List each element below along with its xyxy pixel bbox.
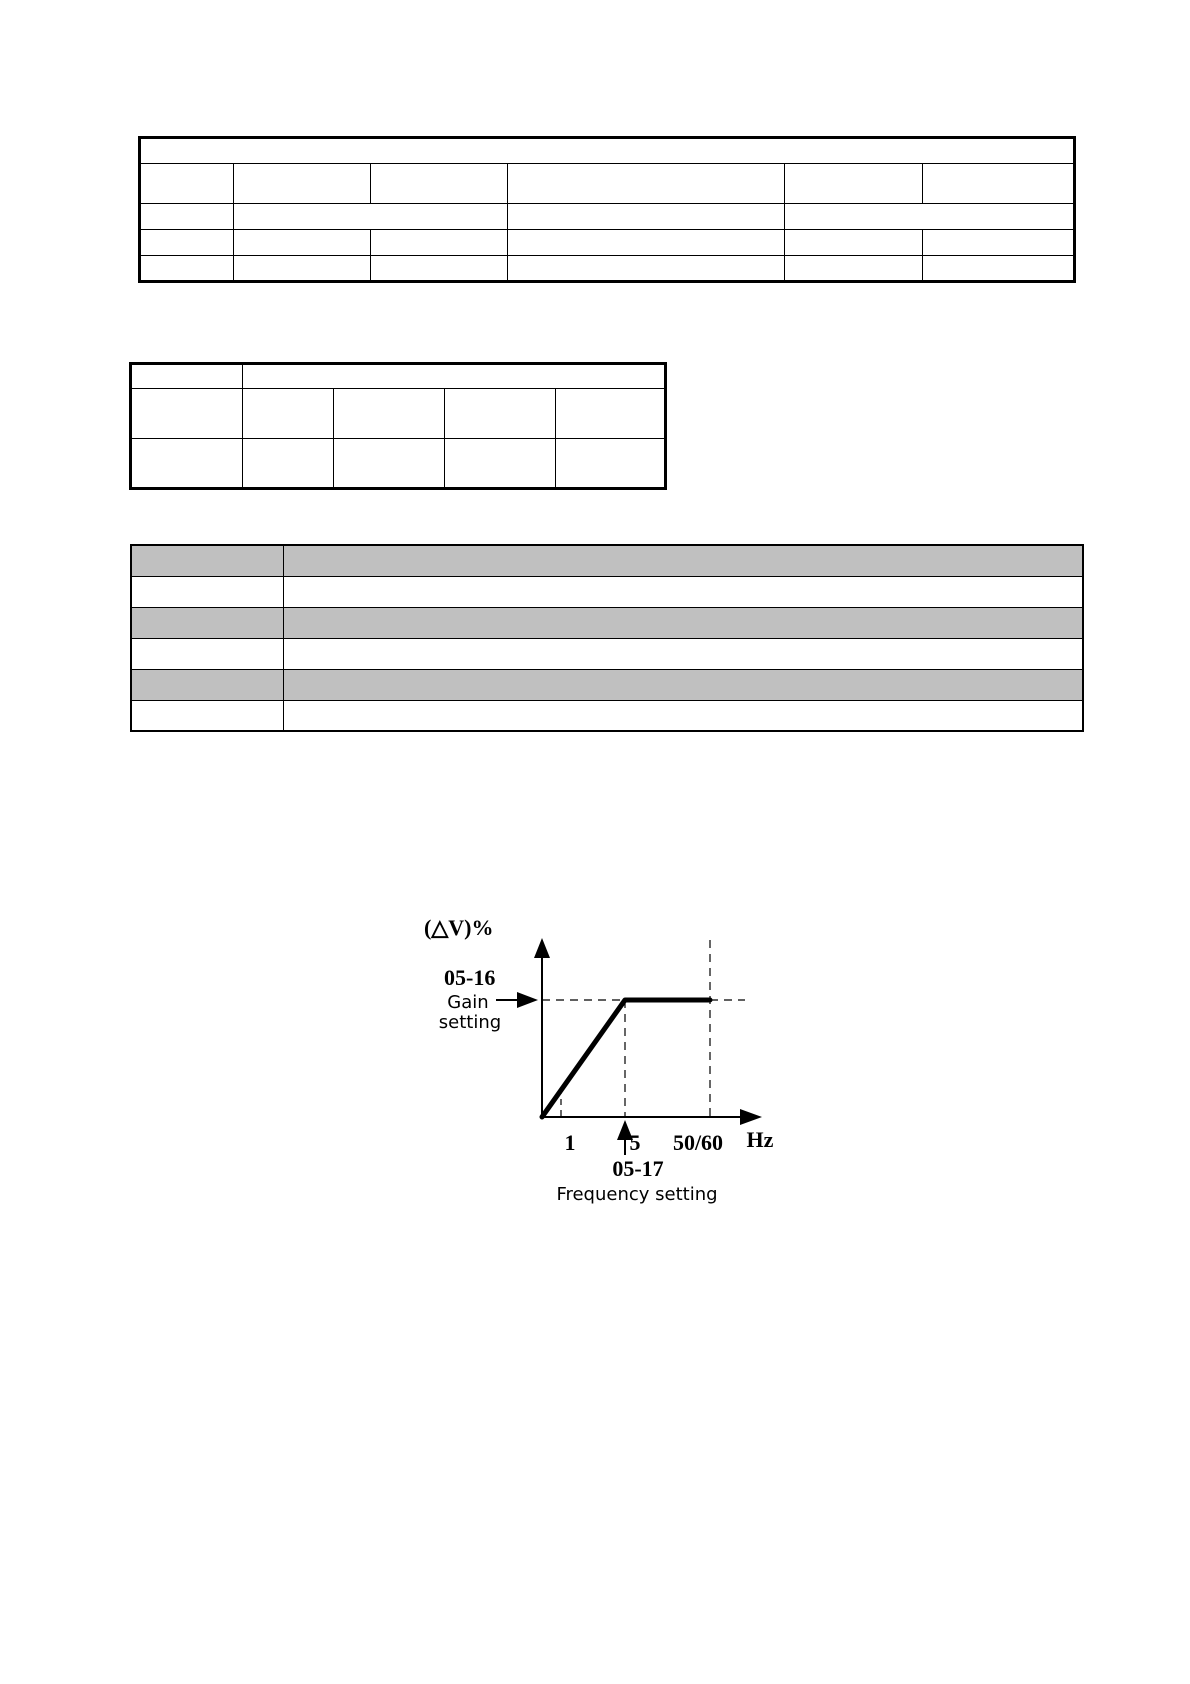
table-cell xyxy=(234,256,371,282)
x-tick-label-1: 1 xyxy=(564,1130,576,1155)
table-cell xyxy=(131,700,284,731)
table-cell xyxy=(131,638,284,669)
table-cell xyxy=(131,364,243,389)
table-cell xyxy=(371,164,508,204)
table-cell xyxy=(508,256,785,282)
table-cell xyxy=(785,204,1075,230)
table-cell xyxy=(131,545,284,576)
parameter-table-top xyxy=(138,136,1076,283)
table-cell xyxy=(131,439,243,489)
table-cell xyxy=(785,164,923,204)
table-cell xyxy=(234,230,371,256)
table-cell xyxy=(334,389,445,439)
table-cell xyxy=(234,204,508,230)
table-cell xyxy=(131,389,243,439)
x-axis-unit: Hz xyxy=(746,1127,774,1152)
y-axis-label: (△V)% xyxy=(424,915,494,940)
gain-caption-line1: Gain xyxy=(447,992,489,1013)
y-axis-arrowhead xyxy=(534,938,550,958)
table-cell xyxy=(923,256,1075,282)
table-cell xyxy=(243,364,666,389)
gain-caption-line2: setting xyxy=(438,1012,502,1033)
frequency-param-label: 05-17 xyxy=(612,1156,664,1181)
parameter-table-bottom xyxy=(130,544,1084,732)
x-tick-label-50-60: 50/60 xyxy=(672,1130,724,1155)
table-cell xyxy=(923,230,1075,256)
table-cell xyxy=(508,230,785,256)
table-cell xyxy=(284,607,1083,638)
table-cell xyxy=(131,607,284,638)
table-cell xyxy=(785,256,923,282)
table-cell xyxy=(508,204,785,230)
table-cell xyxy=(234,164,371,204)
table-cell xyxy=(284,576,1083,607)
table-cell xyxy=(243,389,334,439)
table-cell xyxy=(334,439,445,489)
slip-compensation-diagram xyxy=(400,900,800,1220)
table-cell xyxy=(284,700,1083,731)
x-axis-arrowhead xyxy=(740,1109,762,1125)
x-tick-label-5: 5 xyxy=(629,1130,641,1155)
gain-curve xyxy=(542,1000,710,1117)
table-cell xyxy=(508,164,785,204)
table-cell xyxy=(131,576,284,607)
table-cell xyxy=(556,389,666,439)
table-cell xyxy=(785,230,923,256)
table-cell xyxy=(284,669,1083,700)
table-cell xyxy=(243,439,334,489)
table-cell xyxy=(445,389,556,439)
table-cell xyxy=(140,138,1075,164)
table-cell xyxy=(284,545,1083,576)
gain-param-label: 05-16 xyxy=(444,965,496,990)
table-cell xyxy=(371,256,508,282)
table-cell xyxy=(140,204,234,230)
table-cell xyxy=(284,638,1083,669)
table-cell xyxy=(556,439,666,489)
table-cell xyxy=(140,164,234,204)
table-cell xyxy=(923,164,1075,204)
gain-arrowhead xyxy=(517,992,538,1008)
table-cell xyxy=(131,669,284,700)
table-cell xyxy=(140,230,234,256)
table-cell xyxy=(140,256,234,282)
table-cell xyxy=(371,230,508,256)
table-cell xyxy=(445,439,556,489)
frequency-caption: Frequency setting xyxy=(556,1184,718,1205)
parameter-table-middle xyxy=(129,362,667,490)
